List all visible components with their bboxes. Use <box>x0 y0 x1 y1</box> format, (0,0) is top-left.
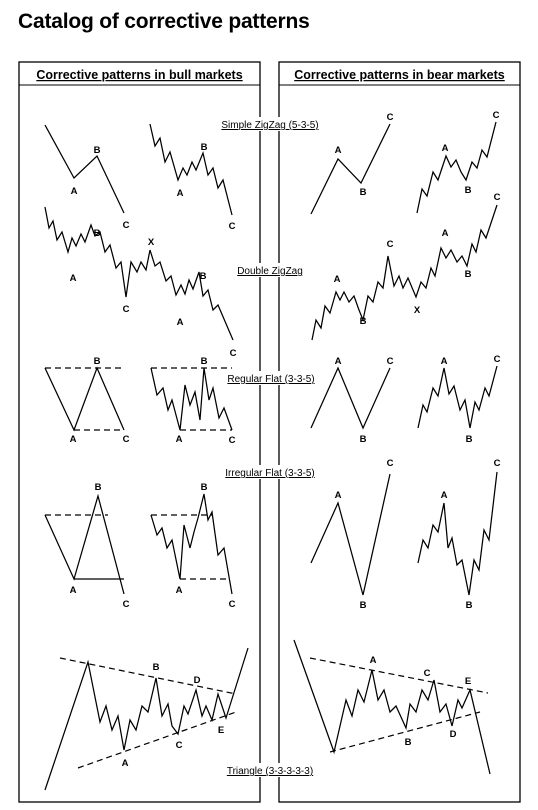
bull-triangle-wave <box>45 648 248 790</box>
bear-double-label-x: X <box>413 305 421 316</box>
bear-double-label-a: A <box>333 274 341 285</box>
bull-double-label-a2: A <box>176 317 184 328</box>
bear-irregular-flat-wave <box>418 472 497 595</box>
bull-regular-flat-line <box>45 368 124 430</box>
bull-regflat-label-b: B <box>93 356 101 367</box>
bear-irrflat-label-c: C <box>386 458 394 469</box>
bull-double-label-c1: C <box>122 304 130 315</box>
bull-simple-wave-label-b: B <box>200 142 208 153</box>
bear-simple-wave-label-b: B <box>464 185 472 196</box>
bull-regflat-label-c: C <box>122 434 130 445</box>
bear-simple-wave-label-c: C <box>492 110 500 121</box>
bear-regflat-wave-label-c: C <box>493 354 501 365</box>
bear-tri-label-a: A <box>369 655 377 666</box>
bull-irrflat-label-a: A <box>69 585 77 596</box>
bull-simple-label-b: B <box>93 145 101 156</box>
simple-zigzag-section <box>45 110 500 232</box>
bull-panel-frame <box>19 62 260 802</box>
bull-irrflat-label-b: B <box>94 482 102 493</box>
bull-simple-label-c: C <box>122 220 130 231</box>
bear-regflat-label-a: A <box>334 356 342 367</box>
bull-tri-label-e: E <box>217 725 225 736</box>
bull-simple-wave-label-c: C <box>228 221 236 232</box>
bear-simple-zigzag-line <box>311 124 390 214</box>
caption-simple-zigzag: Simple ZigZag (5-3-5) <box>221 120 319 131</box>
bear-double-label-b2: B <box>464 269 472 280</box>
bear-irrflat-label-b: B <box>359 600 367 611</box>
bear-tri-label-e: E <box>464 676 472 687</box>
bull-simple-label-a: A <box>70 186 78 197</box>
caption-triangle: Triangle (3-3-3-3-3) <box>226 766 314 777</box>
bear-simple-label-b: B <box>359 187 367 198</box>
bull-tri-label-a: A <box>121 758 129 769</box>
bear-regflat-label-c: C <box>386 356 394 367</box>
bear-irrflat-wave-label-a: A <box>440 490 448 501</box>
bear-header: Corrective patterns in bear markets <box>294 68 505 82</box>
bull-regflat-wave-label-c: C <box>228 435 236 446</box>
bull-double-label-a: A <box>69 273 77 284</box>
triangle-section <box>45 640 490 790</box>
bear-regflat-label-b: B <box>359 434 367 445</box>
bear-simple-label-c: C <box>386 112 394 123</box>
bear-tri-label-b: B <box>404 737 412 748</box>
double-zigzag-section <box>45 192 501 359</box>
bull-irrflat-label-c: C <box>122 599 130 610</box>
bull-tri-label-d: D <box>193 675 201 686</box>
bear-irregular-flat-line <box>311 474 390 595</box>
bull-header: Corrective patterns in bull markets <box>36 68 243 82</box>
bull-simple-zigzag-line <box>45 125 124 213</box>
bear-double-label-c2: C <box>493 192 501 203</box>
bear-tri-label-c: C <box>423 668 431 679</box>
caption-double-zigzag: Double ZigZag <box>237 266 303 277</box>
bear-irrflat-wave-label-b: B <box>465 600 473 611</box>
bull-double-label-c2: C <box>229 348 237 359</box>
bull-simple-wave-label-a: A <box>176 188 184 199</box>
bull-tri-label-c: C <box>175 740 183 751</box>
bull-regflat-wave-label-b: B <box>200 356 208 367</box>
bear-tri-label-d: D <box>449 729 457 740</box>
bull-regflat-wave-label-a: A <box>175 434 183 445</box>
bear-regflat-wave-label-b: B <box>465 434 473 445</box>
bull-simple-zigzag-wave <box>150 124 232 215</box>
bull-regflat-label-a: A <box>69 434 77 445</box>
bull-regular-flat-wave <box>151 368 232 430</box>
bull-irrflat-wave-label-b: B <box>200 482 208 493</box>
bear-double-label-c1: C <box>386 239 394 250</box>
bear-regflat-wave-label-a: A <box>440 356 448 367</box>
page-title: Catalog of corrective patterns <box>18 10 310 33</box>
bear-regular-flat-wave <box>418 366 497 428</box>
bull-double-label-x: X <box>147 237 155 248</box>
bull-double-label-b2: B <box>199 271 207 282</box>
bear-simple-label-a: A <box>334 145 342 156</box>
bull-tri-label-b: B <box>152 662 160 673</box>
bear-panel-frame <box>279 62 520 802</box>
bear-double-label-a2: A <box>441 228 449 239</box>
bull-irrflat-wave-label-a: A <box>175 585 183 596</box>
caption-regular-flat: Regular Flat (3-3-5) <box>227 374 315 385</box>
bull-irrflat-wave-label-c: C <box>228 599 236 610</box>
bear-irrflat-label-a: A <box>334 490 342 501</box>
bear-regular-flat-line <box>311 368 390 428</box>
bear-simple-wave-label-a: A <box>441 143 449 154</box>
irregular-flat-section <box>45 458 501 611</box>
bear-irrflat-wave-label-c: C <box>493 458 501 469</box>
bull-double-label-b: B <box>93 228 101 239</box>
regular-flat-section <box>45 354 501 446</box>
bear-simple-zigzag-wave <box>417 122 496 213</box>
caption-irregular-flat: Irregular Flat (3-3-5) <box>225 468 315 479</box>
bear-double-label-b: B <box>359 316 367 327</box>
